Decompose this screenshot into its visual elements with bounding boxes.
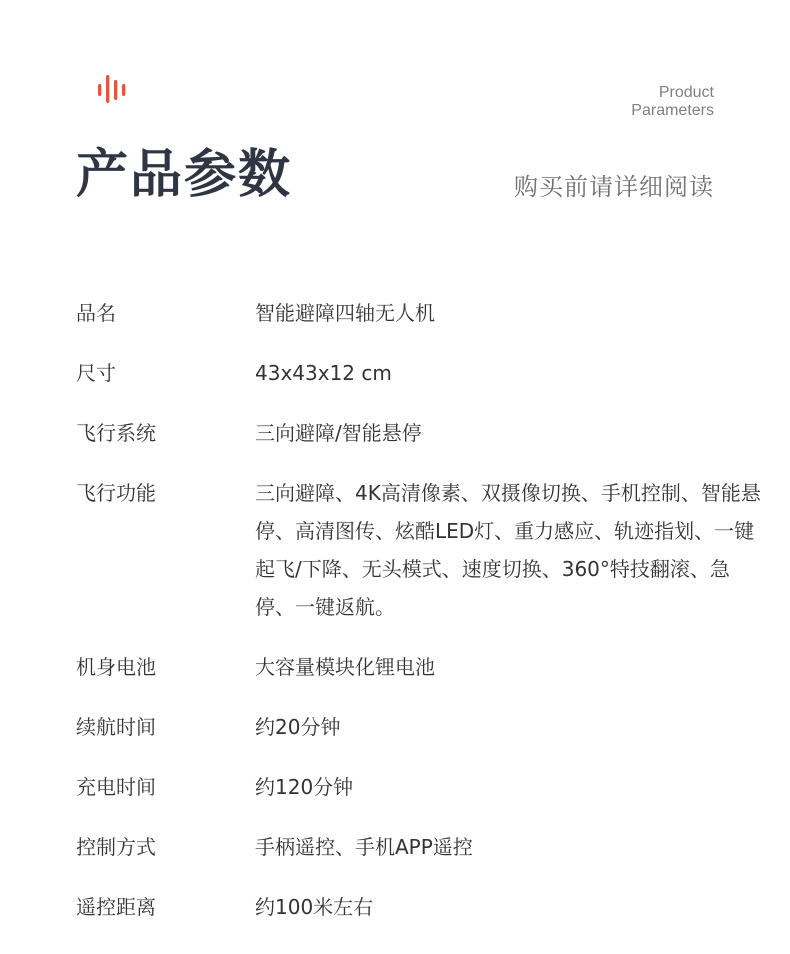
param-label: 机身电池 [76, 655, 156, 679]
param-row-charge-time [76, 768, 766, 806]
param-row-name [76, 294, 766, 332]
param-value: 智能避障四轴无人机 [255, 301, 435, 325]
param-label: 续航时间 [76, 715, 156, 739]
param-row-battery [76, 648, 766, 686]
param-value: 三向避障/智能悬停 [255, 421, 422, 445]
param-row-flight-time [76, 708, 766, 746]
page-subtitle: 购买前请详细阅读 [514, 173, 714, 201]
param-row-flight-features [76, 474, 766, 626]
param-value: 约100米左右 [255, 895, 374, 919]
param-value: 43x43x12 cm [255, 361, 392, 385]
param-label: 飞行功能 [76, 481, 156, 505]
param-row-control-method [76, 828, 766, 866]
page-title: 产品参数 [76, 145, 293, 205]
param-value: 三向避障、4K高清像素、双摄像切换、手机控制、智能悬停、高清图传、炫酷LED灯、重力感应、轨迹指划、一键起飞/下降、无头模式、速度切换、360°特技翻滚、急停、一键返航。 [255, 481, 761, 619]
param-label: 控制方式 [76, 835, 156, 859]
param-value: 手柄遥控、手机APP遥控 [255, 835, 473, 859]
english-title-line-1: Product [658, 84, 714, 101]
param-value: 约20分钟 [255, 715, 341, 739]
param-label: 遥控距离 [76, 895, 156, 919]
param-label: 尺寸 [76, 361, 116, 385]
english-title [631, 84, 714, 120]
param-label: 充电时间 [76, 775, 156, 799]
param-row-remote-range [76, 888, 766, 926]
sound-wave-icon [96, 74, 136, 104]
param-row-size [76, 354, 766, 392]
english-title-line-2: Parameters [631, 102, 714, 119]
param-label: 品名 [76, 301, 116, 325]
param-value: 约120分钟 [255, 775, 354, 799]
param-label: 飞行系统 [76, 421, 156, 445]
param-value: 大容量模块化锂电池 [255, 655, 435, 679]
param-row-flight-system [76, 414, 766, 452]
parameter-list [76, 294, 766, 948]
